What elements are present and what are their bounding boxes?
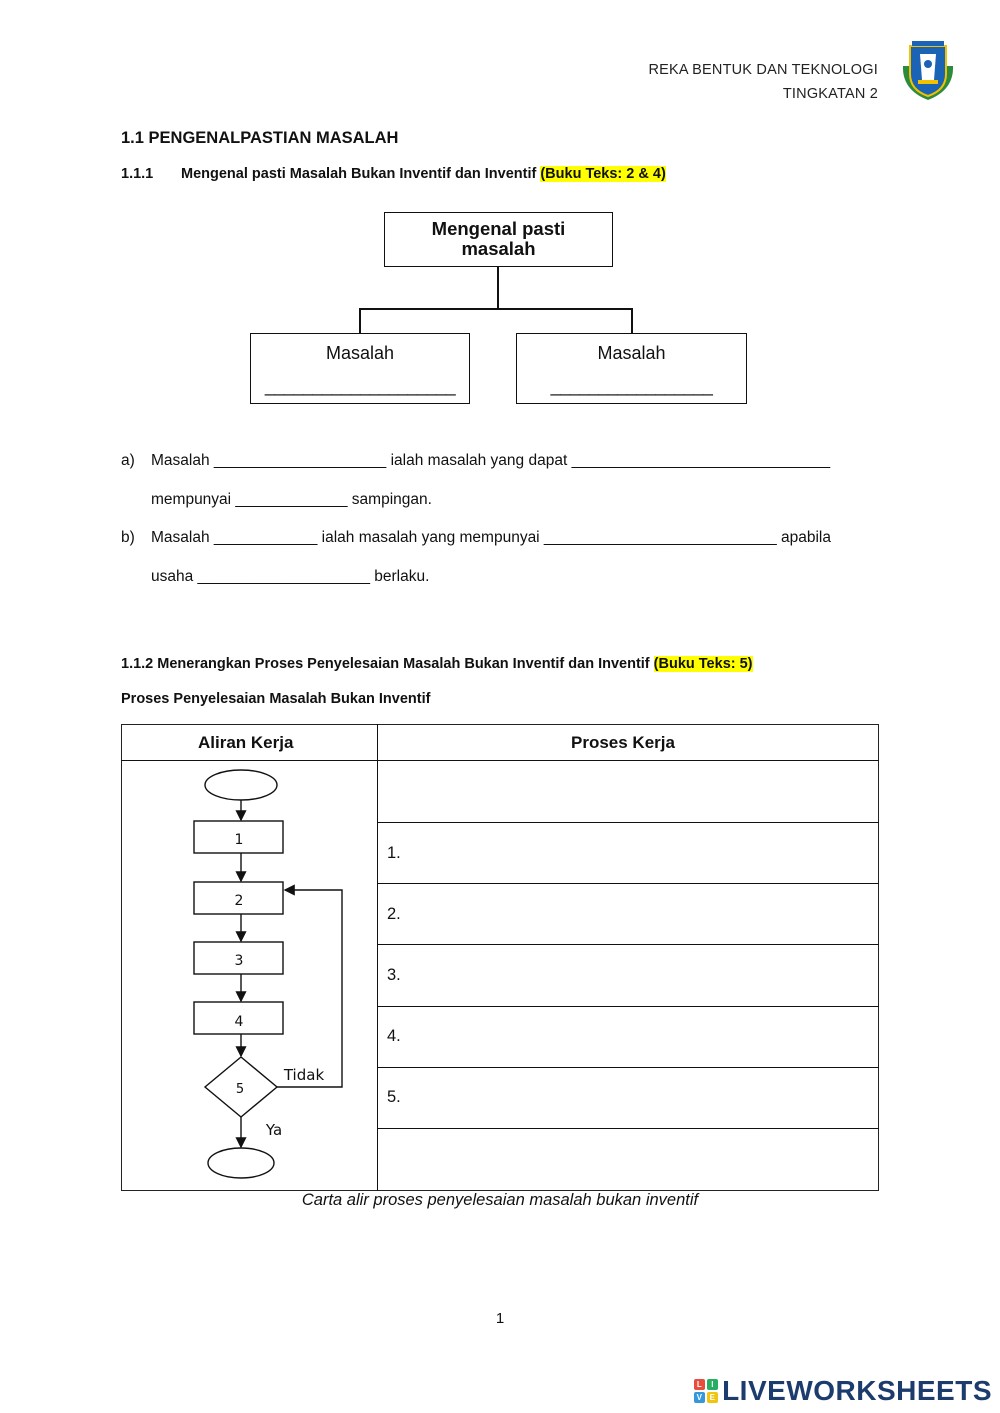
table-row-divider bbox=[377, 1128, 879, 1129]
liveworksheets-text: LIVEWORKSHEETS bbox=[722, 1375, 992, 1406]
question-b-line2[interactable]: usaha ____________________ berlaku. bbox=[151, 568, 430, 585]
diagram-root-label: Mengenal pasti masalah bbox=[431, 218, 566, 259]
subsection-number: 1.1.1 bbox=[121, 166, 154, 182]
section-title: 1.1 PENGENALPASTIAN MASALAH bbox=[121, 129, 399, 147]
question-a-line1[interactable]: Masalah ____________________ ialah masalah yang dapat ______________________________ bbox=[151, 452, 831, 469]
page-number: 1 bbox=[495, 1310, 505, 1327]
textbook-reference: (Buku Teks: 5) bbox=[653, 656, 753, 672]
liveworksheets-logo bbox=[694, 1375, 992, 1407]
subsection-title-1 bbox=[121, 166, 666, 182]
diagram-left-box bbox=[250, 333, 470, 404]
diagram-right-label: Masalah bbox=[597, 343, 666, 363]
textbook-reference: (Buku Teks: 2 & 4) bbox=[540, 166, 666, 182]
flowchart bbox=[122, 762, 376, 1190]
table-row-divider bbox=[377, 822, 879, 823]
diagram-connector bbox=[359, 308, 633, 310]
flowchart-yes-label: Ya bbox=[265, 1121, 283, 1139]
process-row-5[interactable]: 5. bbox=[387, 1088, 401, 1106]
table-subtitle: Proses Penyelesaian Masalah Bukan Inventif bbox=[121, 691, 431, 707]
column-header-process: Proses Kerja bbox=[571, 733, 675, 752]
process-row-4[interactable]: 4. bbox=[387, 1027, 401, 1045]
diagram-connector bbox=[497, 267, 499, 309]
column-header-workflow: Aliran Kerja bbox=[198, 733, 294, 752]
flowchart-start-terminal bbox=[205, 770, 277, 800]
diagram-connector bbox=[359, 308, 361, 334]
flowchart-decision: 5 bbox=[235, 1082, 245, 1097]
diagram-root-box bbox=[384, 212, 613, 267]
flowchart-step-1: 1 bbox=[234, 832, 244, 848]
question-b-label: b) bbox=[121, 529, 135, 546]
table-header-divider bbox=[121, 760, 879, 761]
diagram-left-blank[interactable]: ____________________ bbox=[264, 376, 456, 396]
question-b-line1[interactable]: Masalah ____________ ialah masalah yang mempunyai ___________________________ apabila bbox=[151, 529, 831, 546]
diagram-left-label: Masalah bbox=[325, 343, 395, 363]
process-row-1[interactable]: 1. bbox=[387, 844, 401, 862]
header-form: TINGKATAN 2 bbox=[782, 86, 878, 102]
flowchart-step-4: 4 bbox=[234, 1014, 244, 1030]
diagram-connector bbox=[631, 308, 633, 334]
table-column-divider bbox=[377, 724, 378, 1191]
subsection-text: Mengenal pasti Masalah Bukan Inventif dan Inventif bbox=[181, 166, 541, 182]
subsection-2-text: 1.1.2 Menerangkan Proses Penyelesaian Masalah Bukan Inventif dan Inventif bbox=[121, 656, 654, 672]
liveworksheets-icon: L I V E bbox=[694, 1379, 718, 1403]
diagram-right-blank[interactable]: _________________ bbox=[550, 376, 713, 396]
subsection-title-2 bbox=[121, 656, 753, 672]
flowchart-loop-arrow bbox=[277, 890, 342, 1087]
flowchart-step-2: 2 bbox=[234, 893, 244, 909]
table-row-divider bbox=[377, 944, 879, 945]
process-row-3[interactable]: 3. bbox=[387, 966, 401, 984]
flowchart-step-3: 3 bbox=[234, 953, 244, 969]
school-crest-icon bbox=[898, 40, 958, 102]
table-row-divider bbox=[377, 1067, 879, 1068]
figure-caption: Carta alir proses penyelesaian masalah bukan inventif bbox=[301, 1191, 699, 1209]
flowchart-end-terminal bbox=[208, 1148, 274, 1178]
flowchart-no-label: Tidak bbox=[283, 1066, 325, 1084]
header-subject: REKA BENTUK DAN TEKNOLOGI bbox=[648, 62, 878, 78]
question-a-line2[interactable]: mempunyai _____________ sampingan. bbox=[151, 491, 432, 508]
diagram-right-box bbox=[516, 333, 747, 404]
process-row-2[interactable]: 2. bbox=[387, 905, 401, 923]
table-row-divider bbox=[377, 1006, 879, 1007]
question-a-label: a) bbox=[121, 452, 135, 469]
table-row-divider bbox=[377, 883, 879, 884]
